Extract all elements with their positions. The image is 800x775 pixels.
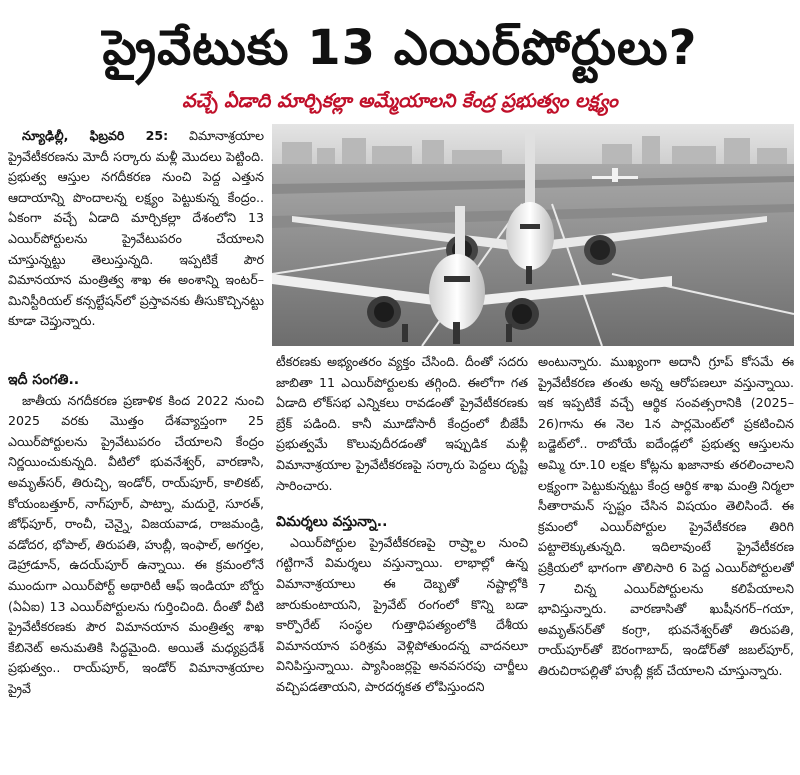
dateline: న్యూఢిల్లీ, ఫిబ్రవరి 25:: [22, 128, 169, 143]
article-column-1-top: [8, 126, 264, 352]
airplanes-photo: [272, 124, 794, 346]
lead-text: విమానాశ్రయాల ప్రైవేటీకరణను మోదీ సర్కారు మళ్లీ మొదలు పెట్టింది. ప్రభుత్వ ఆస్తుల నగదీకరణ నుంచి పెద్ద ఎత్తున ఆదాయాన్ని పొందాలన్న లక్ష్యం పెట్టుకున్న కేంద్రం.. ఏకంగా వచ్చే ఏడాది మార్చికల్లా దేశంలోని 13 ఎయిర్‌పోర్టులను ప్రైవేటుపరం చేయాలని చూస్తున్నట్టు తెలుస్తున్నది. ఇప్పటికే పౌర విమానయాన మంత్రిత్వ శాఖ ఈ అంశాన్ని ఇంటర్‌–మినిస్టీరియల్‌ కన్సల్టేషన్‌లో ప్రస్తావనకు తీసుకొచ్చినట్టు కూడా చెప్తున్నారు.: [8, 128, 264, 329]
column-3-text: అంటున్నారు. ముఖ్యంగా అదానీ గ్రూప్‌ కోసమే ఈ ప్రైవేటీకరణ తంతు అన్న ఆరోపణలూ వస్తున్నాయి. ఇక ఇప్పటికే వచ్చే ఆర్థిక సంవత్సరానికి (2025–26)గాను ఈ నెల 1న పార్లమెంట్‌లో ప్రకటించిన బడ్జెట్‌లో.. రాబోయే ఐదేండ్లలో ప్రభుత్వ ఆస్తులను అమ్మి రూ.10 లక్షల కోట్లను ఖజానాకు తరలించాలని లక్ష్యంగా పెట్టుకున్నట్టు కేంద్ర ఆర్థిక శాఖ మంత్రి నిర్మలా సీతారామన్‌ స్పష్టం చేసిన విషయం తెలిసిందే. ఈ క్రమంలో ఎయిర్‌పోర్టుల ప్రైవేటీకరణ తిరిగి పట్టాలెక్కుతున్నది. ఇదిలావుంటే ప్రైవేటీకరణ ప్రక్రియలో భాగంగా తొలిసారి 6 పెద్ద ఎయిర్‌పోర్టులతో 7 చిన్న ఎయిర్‌పోర్టులను కలిపేయాలని భావిస్తున్నారు. వారణాసితో ఖుషీనగర్‌–గయా, అమృత్‌సర్‌తో కంగ్రా, భువనేశ్వర్‌తో తిరుపతి, రాయ్‌పూర్‌తో ఔరంగాబాద్‌, ఇండోర్‌తో జబల్‌పూర్‌, తిరుచిరాపల్లితో హుబ్లీ క్లబ్‌ చేయాలని చూస్తున్నారు.: [538, 354, 794, 678]
subheadline: వచ్చే ఏడాది మార్చికల్లా అమ్మేయాలని కేంద్ర ప్రభుత్వం లక్ష్యం: [182, 90, 618, 112]
section-1-text: జాతీయ నగదీకరణ ప్రణాళిక కింద 2022 నుంచి 2025 వరకు మొత్తం దేశవ్యాప్తంగా 25 ఎయిర్‌పోర్టులను ప్రైవేటుపరం చేయాలని కేంద్రం నిర్ణయించుకున్నది. వీటిలో భువనేశ్వర్‌, వారణాసి, అమృత్‌సర్‌, తిరుచ్చి, ఇండోర్‌, రాయ్‌పూర్‌, కాలికట్‌, కోయంబత్తూర్‌, నాగ్‌పూర్‌, పాట్నా, మదురై, సూరత్‌, జోధ్‌పూర్‌, రాంచీ, చెన్నై, విజయవాడ, రాజమండ్రి, వడోదర, భోపాల్‌, తిరుపతి, హుబ్లీ, ఇంఫాల్‌, అగర్తల, డెహ్రాడూన్‌, ఉదయ్‌పూర్‌ ఉన్నాయి. ఈ క్రమంలోనే ముందుగా ఎయిర్‌పోర్ట్‌ అథారిటీ ఆఫ్‌ ఇండియా బోర్డు (ఏఏఐ) 13 ఎయిర్‌పోర్టులను గుర్తించింది. దీంతో వీటి ప్రైవేటీకరణకు పౌర విమానయాన మంత్రిత్వ శాఖ కేబినెట్‌ అనుమతికి సిద్ధమైంది. అయితే మధ్యప్రదేశ్‌ ప్రభుత్వం.. రాయ్‌పూర్‌, ఇండోర్‌ విమానాశ్రయాల ప్రైవే: [8, 392, 264, 696]
article-column-3: [538, 352, 794, 770]
section-heading-idi-sangathi: ఇదీ సంగతి..: [8, 372, 80, 388]
airplanes-image: [272, 124, 794, 346]
article-column-1-bottom: [8, 370, 264, 770]
column-2-text-1: టీకరణకు అభ్యంతరం వ్యక్తం చేసింది. దీంతో సదరు జాబితా 11 ఎయిర్‌పోర్టులకు తగ్గింది. ఈలోగా గత ఏడాది లోక్‌సభ ఎన్నికలు రావడంతో ప్రైవేటీకరణకు బ్రేక్‌ పడింది. కానీ మూడోసారీ కేంద్రంలో బీజేపీ ప్రభుత్వమే కొలువుదీరడంతో ఇప్పుడిక మళ్లీ విమానాశ్రయాల ప్రైవేటీకరణపై సర్కారు పెద్దలు దృష్టి సారించారు.: [276, 354, 528, 493]
article-column-2: [276, 352, 528, 770]
lead-paragraph: [8, 126, 264, 332]
headline: ప్రైవేటుకు 13 ఎయిర్‌పోర్టులు?: [102, 20, 698, 76]
section-heading-vimarshalu: విమర్శలు వస్తున్నా..: [276, 514, 388, 531]
column-2-text-2: ఎయిర్‌పోర్టుల ప్రైవేటీకరణపై రాష్ర్టాల నుంచి గట్టిగానే విమర్శలు వస్తున్నాయి. లాభాల్లో ఉన్న విమానాశ్రయాలు ఈ దెబ్బతో నష్టాల్లోకి జారుకుంటాయని, ప్రైవేట్‌ రంగంలో కొన్ని బడా కార్పొరేట్‌ సంస్థల గుత్తాధిపత్యంలోకి దేశీయ విమానయాన పరిశ్రమ వెళ్లిపోతుందన్న వాదనలూ వినిపిస్తున్నాయి. ప్యాసింజర్లపై అనవసరపు చార్జీలు వచ్చిపడతాయని, పారదర్శకత లోపిస్తుందని: [276, 534, 528, 694]
